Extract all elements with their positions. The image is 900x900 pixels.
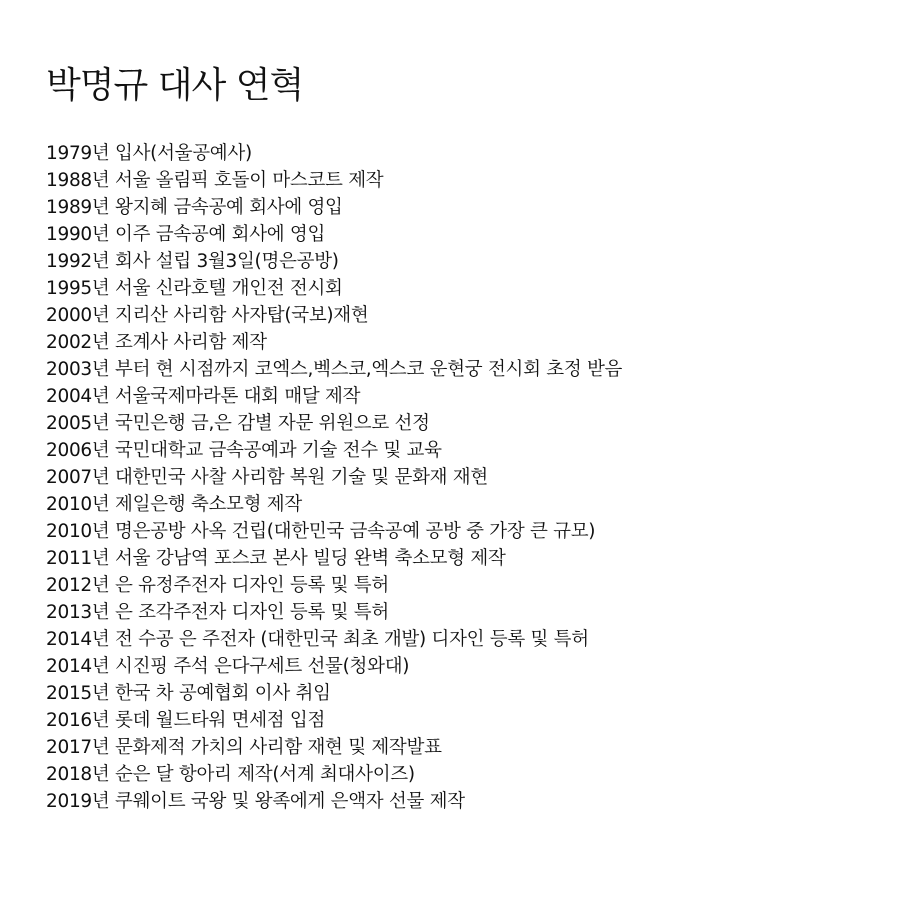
- history-item-2019: 2019년 쿠웨이트 국왕 및 왕족에게 은액자 선물 제작: [46, 791, 465, 812]
- history-item-2012: 2012년 은 유정주전자 디자인 등록 및 특허: [46, 575, 389, 596]
- history-item-1988: 1988년 서울 올림픽 호돌이 마스코트 제작: [46, 170, 384, 191]
- history-item-2014-b: 2014년 시진핑 주석 은다구세트 선물(청와대): [46, 656, 410, 677]
- history-item-2013: 2013년 은 조각주전자 디자인 등록 및 특허: [46, 602, 389, 623]
- history-item-1995: 1995년 서울 신라호텔 개인전 전시회: [46, 278, 343, 299]
- history-list: [46, 140, 622, 815]
- history-item-2000: 2000년 지리산 사리함 사자탑(국보)재현: [46, 305, 369, 326]
- history-item-1990: 1990년 이주 금속공예 회사에 영입: [46, 224, 326, 245]
- history-item-2015: 2015년 한국 차 공예협회 이사 취임: [46, 683, 331, 704]
- history-item-2010-b: 2010년 명은공방 사옥 건립(대한민국 금속공예 공방 중 가장 큰 규모): [46, 521, 596, 542]
- history-item-2011: 2011년 서울 강남역 포스코 본사 빌딩 완벽 축소모형 제작: [46, 548, 506, 569]
- history-item-2017: 2017년 문화제적 가치의 사리함 재현 및 제작발표: [46, 737, 442, 758]
- history-item-2014-a: 2014년 전 수공 은 주전자 (대한민국 최초 개발) 디자인 등록 및 특허: [46, 629, 589, 650]
- page-title: 박명규 대사 연혁: [46, 65, 304, 106]
- history-item-1992: 1992년 회사 설립 3월3일(명은공방): [46, 251, 339, 272]
- history-item-2003: 2003년 부터 현 시점까지 코엑스,벡스코,엑스코 운현궁 전시회 초정 받음: [46, 359, 623, 380]
- history-item-1979: 1979년 입사(서울공예사): [46, 143, 252, 164]
- history-item-2005: 2005년 국민은행 금,은 감별 자문 위원으로 선정: [46, 413, 430, 434]
- history-item-2018: 2018년 순은 달 항아리 제작(서계 최대사이즈): [46, 764, 415, 785]
- history-item-2010-a: 2010년 제일은행 축소모형 제작: [46, 494, 302, 515]
- history-item-2016: 2016년 롯데 월드타워 면세점 입점: [46, 710, 326, 731]
- history-item-2006: 2006년 국민대학교 금속공예과 기술 전수 및 교육: [46, 440, 442, 461]
- history-item-2007: 2007년 대한민국 사찰 사리함 복원 기술 및 문화재 재현: [46, 467, 488, 488]
- history-item-2002: 2002년 조계사 사리함 제작: [46, 332, 267, 353]
- history-item-2004: 2004년 서울국제마라톤 대회 매달 제작: [46, 386, 361, 407]
- history-item-1989: 1989년 왕지혜 금속공예 회사에 영입: [46, 197, 343, 218]
